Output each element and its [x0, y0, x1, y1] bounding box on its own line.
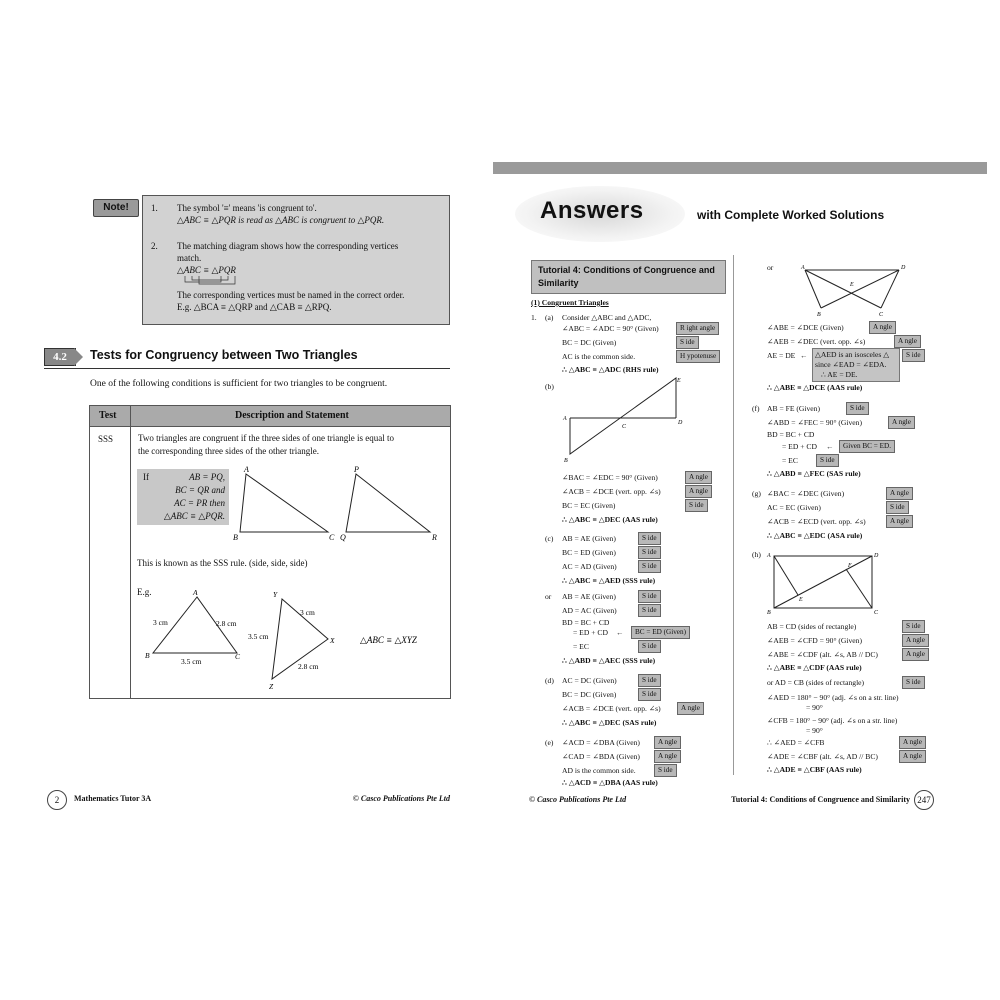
conclusion-line: ∴ △ACD ≡ △DBA (AAS rule)	[562, 778, 658, 787]
page-number: 247	[914, 790, 934, 810]
part-label: (h)	[752, 550, 761, 559]
side-length: 3 cm	[300, 608, 315, 617]
note-line: since ∠EAD = ∠EDA.	[815, 360, 887, 369]
note-line: match.	[177, 253, 202, 263]
book-title: Mathematics Tutor 3A	[74, 794, 152, 803]
sss-condition-box	[137, 469, 229, 525]
isosceles-note	[812, 348, 900, 382]
solution-line: AB = AE (Given)	[562, 534, 616, 543]
reason-tag: S ide	[638, 546, 661, 559]
solution-line: = 90°	[806, 703, 823, 712]
test-name: SSS	[98, 434, 114, 444]
part-label: (c)	[545, 534, 554, 543]
if-label: If	[143, 472, 149, 482]
solution-line: = 90°	[806, 726, 823, 735]
solution-line: AB = CD (sides of rectangle)	[767, 622, 857, 631]
part-label: (a)	[545, 313, 554, 322]
solution-line: AC = EC (Given)	[767, 503, 821, 512]
question-number: 1.	[531, 313, 537, 322]
reason-tag: S ide	[902, 620, 925, 633]
solution-line: = EC	[782, 456, 798, 465]
solution-line: BD = BC + CD	[767, 430, 815, 439]
figure-1h	[766, 550, 886, 616]
reason-tag: S ide	[902, 676, 925, 689]
section-arrow-icon	[74, 348, 83, 366]
vertex-label: A	[767, 553, 771, 559]
answers-heading: Answers	[540, 197, 644, 224]
conclusion-line: ∴ △ABC ≡ △AED (SSS rule)	[562, 576, 656, 585]
vertex-label: R	[432, 533, 437, 542]
reason-tag: H ypotenuse	[676, 350, 720, 363]
note-line: △AED is an isosceles △	[815, 350, 890, 359]
vertex-label: C	[622, 424, 627, 430]
conclusion-line: ∴ △ABD ≡ △AEC (SSS rule)	[562, 656, 656, 665]
solution-line: ∠ACB = ∠DCE (vert. opp. ∠s)	[562, 704, 661, 713]
reason-tag: A ngle	[902, 634, 929, 647]
solution-line: ∠CAD = ∠BDA (Given)	[562, 752, 640, 761]
note-item-1	[177, 202, 439, 226]
note-item-number: 1.	[151, 203, 158, 213]
conclusion-line: ∴ △ABE ≡ △DCE (AAS rule)	[767, 383, 863, 392]
vertex-label: B	[233, 533, 238, 542]
part-label: (b)	[545, 382, 554, 391]
reason-tag: S ide	[638, 590, 661, 603]
reason-tag: A ngle	[654, 750, 681, 763]
vertex-label: B	[767, 610, 771, 616]
section-title: Tests for Congruency between Two Triangles	[90, 348, 358, 362]
section-intro: One of the following conditions is sufficient for two triangles to be congruent.	[90, 379, 388, 389]
solution-line: AB = AE (Given)	[562, 592, 616, 601]
table-column-divider	[130, 406, 131, 698]
reason-tag: A ngle	[886, 515, 913, 528]
table-header-test: Test	[99, 410, 117, 421]
left-page-footer	[44, 790, 450, 808]
vertex-label: D	[678, 420, 683, 426]
given-note: Given BC = ED.	[839, 440, 895, 453]
solution-line: AC = AD (Given)	[562, 562, 617, 571]
sss-example-diagram	[140, 585, 445, 693]
arrow-icon: ←	[826, 442, 834, 451]
reason-tag: S ide	[846, 402, 869, 415]
arrow-icon: ←	[616, 628, 624, 637]
solution-line: ∠AED = 180° − 90° (adj. ∠s on a str. line)	[767, 693, 899, 702]
column-divider	[733, 255, 734, 775]
reason-tag: A ngle	[894, 335, 921, 348]
note-line: △ABC ≡ △PQR	[177, 265, 236, 275]
solution-line: or AD = CB (sides of rectangle)	[767, 678, 865, 687]
note-line: E.g. △BCA ≡ △QRP and △CAB ≡ △RPQ.	[177, 302, 332, 312]
vertex-label: X	[330, 636, 335, 645]
vertex-label: D	[901, 265, 906, 271]
reason-tag: A ngle	[654, 736, 681, 749]
vertex-label: Q	[340, 533, 346, 542]
tutorial-footer-title: Tutorial 4: Conditions of Congruence and Similarity	[731, 795, 910, 804]
solution-line: AC is the common side.	[562, 352, 636, 361]
description-line: Two triangles are congruent if the three sides of one triangle is equal to	[138, 433, 395, 443]
solution-line: ∠AEB = ∠CFD = 90° (Given)	[767, 636, 862, 645]
conclusion-line: ∴ △ABC ≡ △EDC (ASA rule)	[767, 531, 863, 540]
table-header-description: Description and Statement	[235, 410, 349, 421]
vertex-label: E	[677, 378, 681, 384]
conclusion-line: ∴ △ABE ≡ △CDF (AAS rule)	[767, 663, 862, 672]
example-label: E.g.	[137, 587, 152, 597]
solution-line: AB = FE (Given)	[767, 404, 821, 413]
solution-line: = ED + CD	[782, 442, 817, 451]
figure-1b	[560, 376, 690, 466]
tutorial-title-line: Similarity	[538, 278, 579, 288]
solution-line: BC = DC (Given)	[562, 690, 617, 699]
solution-line: ∠ACB = ∠ECD (vert. opp. ∠s)	[767, 517, 866, 526]
reason-tag: A ngle	[869, 321, 896, 334]
part-label: (f)	[752, 404, 760, 413]
part-label: (e)	[545, 738, 554, 747]
test-description	[138, 432, 448, 458]
vertex-label: A	[193, 588, 198, 597]
side-length: 2.8 cm	[298, 662, 319, 671]
publisher: © Casco Publications Pte Ltd	[352, 794, 450, 803]
solution-line: BC = ED (Given)	[562, 548, 616, 557]
solution-line: AD = AC (Given)	[562, 606, 617, 615]
solution-line: ∠ABE = ∠DCE (Given)	[767, 323, 844, 332]
reason-tag: S ide	[685, 499, 708, 512]
reason-tag: S ide	[638, 604, 661, 617]
conclusion-line: ∴ △ADE ≡ △CBF (AAS rule)	[767, 765, 862, 774]
reason-tag: A ngle	[888, 416, 915, 429]
conclusion-line: ∴ △ABC ≡ △DEC (AAS rule)	[562, 515, 658, 524]
solution-line: AD is the common side.	[562, 766, 636, 775]
note-line: The symbol '≡' means 'is congruent to'.	[177, 203, 317, 213]
vertex-label: B	[817, 312, 821, 318]
vertex-label: B	[564, 458, 568, 464]
note-line: The matching diagram shows how the corresponding vertices	[177, 241, 399, 251]
answers-subheading: with Complete Worked Solutions	[697, 208, 885, 222]
reason-tag: S ide	[638, 560, 661, 573]
conclusion-line: ∴ △ABC ≡ △DEC (SAS rule)	[562, 718, 657, 727]
solution-line: AE = DE	[767, 351, 796, 360]
tutorial-title-line: Tutorial 4: Conditions of Congruence and	[538, 265, 715, 275]
reason-tag: S ide	[638, 640, 661, 653]
solution-line: AC = DC (Given)	[562, 676, 617, 685]
vertex-label: C	[235, 652, 241, 661]
vertex-label: Y	[273, 590, 278, 599]
condition-line: BC = QR and	[175, 485, 225, 495]
reason-tag: S ide	[638, 674, 661, 687]
condition-line: AB = PQ,	[189, 472, 225, 482]
solution-line: = EC	[573, 642, 589, 651]
vertex-label: E	[799, 597, 803, 603]
vertex-label: F	[848, 563, 852, 569]
publisher: © Casco Publications Pte Ltd	[529, 795, 627, 804]
solution-line: = ED + CD	[573, 628, 608, 637]
section-number: 4.2	[44, 348, 76, 366]
solution-line: BC = DC (Given)	[562, 338, 617, 347]
note-box	[142, 195, 450, 325]
vertex-label: C	[329, 533, 335, 542]
side-length: 3 cm	[153, 618, 168, 627]
part-label: (d)	[545, 676, 554, 685]
vertex-label: C	[879, 312, 884, 318]
reason-tag: A ngle	[685, 485, 712, 498]
table-header-row	[90, 406, 450, 427]
description-line: the corresponding three sides of the other triangle.	[138, 446, 319, 456]
solution-line: BD = BC + CD	[562, 618, 610, 627]
vertex-label: A	[563, 416, 567, 422]
reason-tag: A ngle	[902, 648, 929, 661]
reason-tag: S ide	[886, 501, 909, 514]
tutorial-title-box	[531, 260, 726, 294]
given-note: BC = ED (Given)	[631, 626, 690, 639]
figure-1e	[795, 262, 915, 318]
reason-tag: S ide	[902, 349, 925, 362]
note-item-2	[177, 240, 439, 313]
header-bar	[493, 162, 987, 174]
reason-tag: A ngle	[677, 702, 704, 715]
vertex-label: P	[354, 465, 359, 474]
condition-line: AC = PR then	[174, 498, 225, 508]
subsection-title: (1) Congruent Triangles	[531, 298, 609, 307]
or-label: or	[545, 592, 552, 601]
vertex-label: A	[801, 265, 805, 271]
reason-tag: R ight angle	[676, 322, 719, 335]
solution-line: ∠CFB = 180° − 90° (adj. ∠s on a str. line)	[767, 716, 898, 725]
reason-tag: S ide	[816, 454, 839, 467]
congruence-statement: △ABC ≡ △XYZ	[360, 635, 417, 645]
note-item-number: 2.	[151, 241, 158, 251]
part-label: (g)	[752, 489, 761, 498]
matching-diagram	[177, 276, 257, 286]
section-divider	[44, 368, 450, 369]
or-label: or	[767, 263, 774, 272]
conclusion-line: ∴ △ABC ≡ △ADC (RHS rule)	[562, 365, 659, 374]
vertex-label: C	[874, 610, 879, 616]
reason-tag: S ide	[638, 688, 661, 701]
solution-line: ∠ACD = ∠DBA (Given)	[562, 738, 640, 747]
reason-tag: A ngle	[886, 487, 913, 500]
side-length: 3.5 cm	[181, 657, 202, 666]
side-length: 3.5 cm	[248, 632, 269, 641]
solution-line: ∠ABC = ∠ADC = 90° (Given)	[562, 324, 659, 333]
vertex-label: B	[145, 651, 150, 660]
conclusion-line: ∴ △ABD ≡ △FEC (SAS rule)	[767, 469, 861, 478]
vertex-label: D	[874, 553, 879, 559]
right-page-footer	[493, 790, 934, 810]
reason-tag: S ide	[638, 532, 661, 545]
reason-tag: A ngle	[899, 736, 926, 749]
solution-line: Consider △ABC and △ADC,	[562, 313, 652, 322]
note-line: The corresponding vertices must be named in the correct order.	[177, 290, 405, 300]
vertex-label: E	[850, 282, 854, 288]
solution-line: ∠ABE = ∠CDF (alt. ∠s, AB // DC)	[767, 650, 878, 659]
sss-triangles-diagram	[230, 464, 445, 544]
condition-line: △ABC ≡ △PQR.	[163, 511, 225, 521]
page-number: 2	[47, 790, 67, 810]
solution-line: ∠BAC = ∠DEC (Given)	[767, 489, 845, 498]
solution-line: ∴ ∠AED = ∠CFB	[767, 738, 825, 747]
vertex-label: Z	[269, 682, 274, 691]
note-line: ∴ AE = DE.	[821, 370, 858, 379]
arrow-icon: ←	[800, 351, 808, 360]
reason-tag: S ide	[676, 336, 699, 349]
solution-line: ∠ACB = ∠DCE (vert. opp. ∠s)	[562, 487, 661, 496]
vertex-label: A	[244, 465, 249, 474]
side-length: 2.8 cm	[216, 619, 237, 628]
solution-line: ∠ADE = ∠CBF (alt. ∠s, AD // BC)	[767, 752, 878, 761]
sss-rule-text: This is known as the SSS rule. (side, side, side)	[137, 558, 308, 568]
note-badge: Note!	[93, 199, 139, 217]
solution-line: ∠ABD = ∠FEC = 90° (Given)	[767, 418, 862, 427]
reason-tag: S ide	[654, 764, 677, 777]
solution-line: BC = EC (Given)	[562, 501, 616, 510]
reason-tag: A ngle	[685, 471, 712, 484]
note-line: △ABC ≡ △PQR is read as △ABC is congruent to △PQR.	[177, 215, 385, 225]
solution-line: ∠AEB = ∠DEC (vert. opp. ∠s)	[767, 337, 866, 346]
solution-line: ∠BAC = ∠EDC = 90° (Given)	[562, 473, 658, 482]
reason-tag: A ngle	[899, 750, 926, 763]
